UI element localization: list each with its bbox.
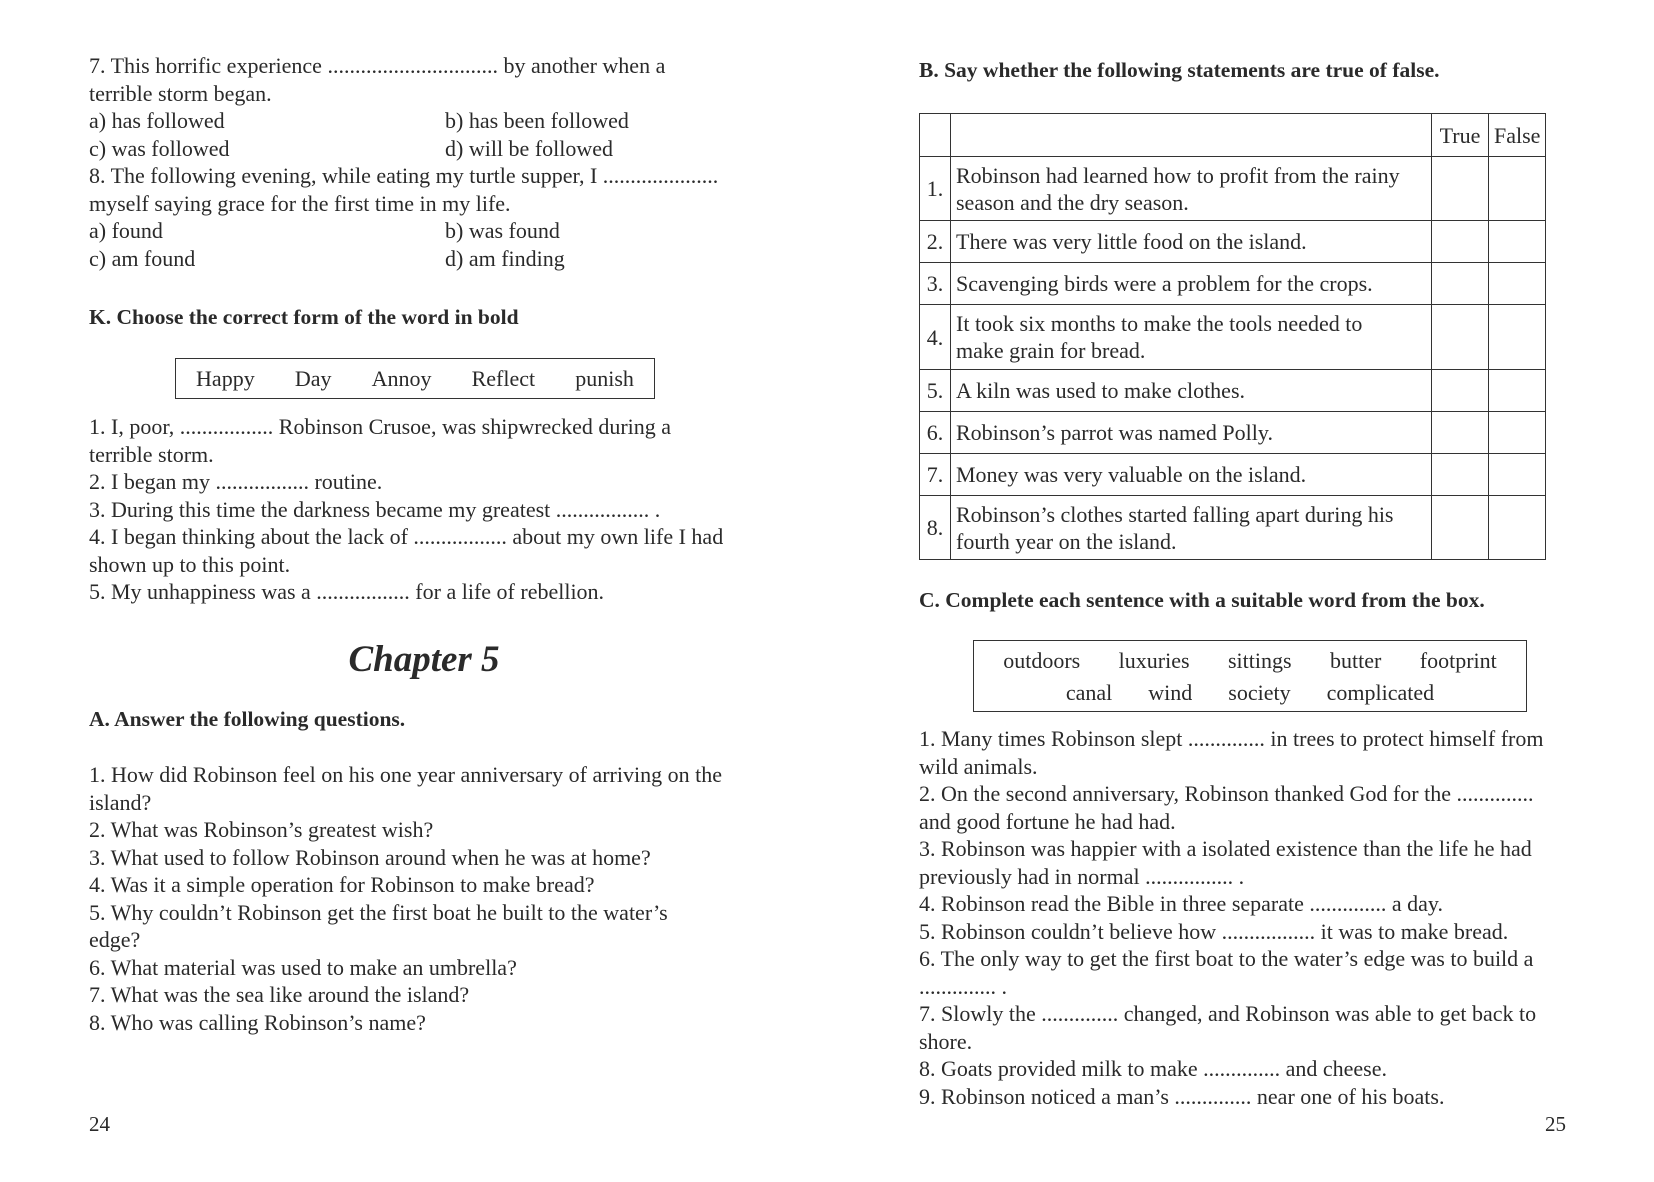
question-line: 5. Why couldn’t Robinson get the first boat he built to the water’s (89, 899, 668, 925)
header-true: True (1432, 114, 1489, 157)
sentence-line: and good fortune he had had. (919, 808, 1176, 834)
table-row (920, 496, 1546, 560)
question-line: edge? (89, 927, 141, 952)
statement-line: It took six months to make the tools needed to (956, 311, 1363, 336)
question-line: 7. This horrific experience ............................... by another when a (89, 53, 666, 78)
option-c: c) am found (89, 245, 196, 271)
row-number: 1. (920, 157, 951, 221)
false-cell[interactable] (1489, 305, 1546, 370)
question-line: 1. How did Robinson feel on his one year anniversary of arriving on the (89, 762, 722, 787)
statement-line: make grain for bread. (956, 338, 1146, 363)
sentence-line: 1. Many times Robinson slept .............. in trees to protect himself from (919, 726, 1544, 751)
row-number: 7. (920, 454, 951, 496)
table-row (920, 221, 1546, 263)
sentence-line: 9. Robinson noticed a man’s .............. near one of his boats. (919, 1083, 1445, 1109)
sentence-line: 2. On the second anniversary, Robinson thanked God for the .............. (919, 781, 1534, 806)
word-luxuries: luxuries (1118, 648, 1190, 673)
sentence-line: 3. During this time the darkness became my greatest ................. . (89, 496, 661, 522)
section-a-questions (89, 761, 722, 1036)
sentence-line: shore. (919, 1028, 973, 1054)
statement-line: Robinson’s clothes started falling apart during his (956, 501, 1394, 527)
question-line: terrible storm began. (89, 80, 272, 106)
question-line: 2. What was Robinson’s greatest wish? (89, 817, 434, 842)
statement-line: Robinson had learned how to profit from the rainy (956, 162, 1400, 188)
statement-line: season and the dry season. (956, 189, 1189, 215)
option-c: c) was followed (89, 135, 230, 161)
word-footprint: footprint (1419, 648, 1497, 673)
false-cell[interactable] (1489, 221, 1546, 263)
statement-line: Scavenging birds were a problem for the crops. (956, 271, 1373, 296)
row-number: 4. (920, 305, 951, 370)
question-line: 8. Who was calling Robinson’s name? (89, 1009, 426, 1035)
word-complicated: complicated (1326, 680, 1435, 705)
question-line: myself saying grace for the first time in my life. (89, 190, 511, 216)
word-canal: canal (1065, 680, 1113, 705)
table-header-row (920, 114, 1546, 157)
word-happy: Happy (196, 365, 255, 391)
sentence-line: 6. The only way to get the first boat to the water’s edge was to build a (919, 946, 1534, 971)
word-punish: punish (575, 365, 634, 391)
true-cell[interactable] (1432, 370, 1489, 412)
word-day: Day (294, 365, 332, 391)
header-blank-statement (951, 114, 1432, 157)
statement (951, 221, 1432, 263)
false-cell[interactable] (1489, 263, 1546, 305)
word-outdoors: outdoors (1003, 648, 1081, 673)
true-cell[interactable] (1432, 496, 1489, 560)
header-false: False (1489, 114, 1546, 157)
statement (951, 263, 1432, 305)
sentence-line: 2. I began my ................. routine. (89, 469, 383, 494)
section-k-sentences (89, 413, 723, 606)
sentence-line: 4. I began thinking about the lack of ................. about my own life I had (89, 524, 724, 549)
statement-line: fourth year on the island. (956, 528, 1177, 554)
false-cell[interactable] (1489, 412, 1546, 454)
section-c-sentences (919, 725, 1543, 1110)
sentence-line: 4. Robinson read the Bible in three separate .............. a day. (919, 891, 1443, 916)
question-line: 8. The following evening, while eating my turtle supper, I ..................... (89, 163, 719, 188)
page-number-right: 25 (1545, 1112, 1566, 1136)
question-line: 3. What used to follow Robinson around when he was at home? (89, 844, 651, 870)
word-box-k (175, 358, 655, 399)
word-society: society (1228, 680, 1291, 705)
word-reflect: Reflect (471, 365, 536, 391)
statement (951, 496, 1432, 560)
sentence-line: 5. Robinson couldn’t believe how ................. it was to make bread. (919, 918, 1509, 944)
word-sittings: sittings (1227, 648, 1292, 673)
chapter-title: Chapter 5 (348, 639, 500, 680)
question-line: 6. What material was used to make an umbrella? (89, 954, 517, 980)
option-a: a) has followed (89, 108, 225, 133)
word-butter: butter (1330, 648, 1382, 673)
word-box-c (973, 640, 1527, 712)
false-cell[interactable] (1489, 370, 1546, 412)
statement-line: A kiln was used to make clothes. (956, 378, 1246, 403)
question-7 (89, 52, 718, 272)
true-cell[interactable] (1432, 412, 1489, 454)
sentence-line: previously had in normal ................ . (919, 863, 1245, 889)
statement (951, 305, 1432, 370)
right-page (827, 0, 1654, 1182)
question-line: 4. Was it a simple operation for Robinson to make bread? (89, 872, 595, 897)
table-row (920, 305, 1546, 370)
question-line: island? (89, 789, 152, 815)
sentence-line: 5. My unhappiness was a ................. for a life of rebellion. (89, 579, 605, 604)
false-cell[interactable] (1489, 454, 1546, 496)
word-wind: wind (1148, 680, 1193, 705)
sentence-line: 1. I, poor, ................. Robinson Crusoe, was shipwrecked during a (89, 414, 672, 439)
page-number-left: 24 (89, 1112, 110, 1136)
sentence-line: 8. Goats provided milk to make .............. and cheese. (919, 1056, 1388, 1081)
statement-line: Money was very valuable on the island. (956, 462, 1307, 487)
sentence-line: 3. Robinson was happier with a isolated existence than the life he had (919, 836, 1532, 861)
table-row (920, 157, 1546, 221)
sentence-line: .............. . (919, 973, 1007, 999)
section-k-heading: K. Choose the correct form of the word in bold (89, 305, 519, 329)
option-d: d) will be followed (445, 135, 614, 161)
option-b: b) has been followed (445, 108, 629, 133)
true-cell[interactable] (1432, 454, 1489, 496)
row-number: 2. (920, 221, 951, 263)
section-a-heading: A. Answer the following questions. (89, 707, 406, 731)
option-b: b) was found (445, 218, 560, 243)
section-b-heading: B. Say whether the following statements are true of false. (919, 58, 1440, 82)
statement (951, 454, 1432, 496)
row-number: 3. (920, 263, 951, 305)
table-row (920, 263, 1546, 305)
sentence-line: terrible storm. (89, 441, 214, 467)
section-c-heading: C. Complete each sentence with a suitable word from the box. (919, 588, 1485, 612)
true-false-table (919, 113, 1546, 560)
false-cell[interactable] (1489, 157, 1546, 221)
sentence-line: wild animals. (919, 753, 1038, 779)
true-cell[interactable] (1432, 263, 1489, 305)
statement (951, 157, 1432, 221)
true-cell[interactable] (1432, 305, 1489, 370)
header-blank-num (920, 114, 951, 157)
true-cell[interactable] (1432, 221, 1489, 263)
table-row (920, 412, 1546, 454)
statement-line: Robinson’s parrot was named Polly. (956, 420, 1273, 445)
row-number: 8. (920, 496, 951, 560)
question-line: 7. What was the sea like around the island? (89, 982, 470, 1007)
statement (951, 412, 1432, 454)
row-number: 6. (920, 412, 951, 454)
statement (951, 370, 1432, 412)
true-cell[interactable] (1432, 157, 1489, 221)
word-annoy: Annoy (371, 365, 432, 391)
option-a: a) found (89, 218, 163, 243)
table-row (920, 454, 1546, 496)
option-d: d) am finding (445, 245, 565, 271)
statement-line: There was very little food on the island. (956, 229, 1307, 254)
sentence-line: 7. Slowly the .............. changed, and Robinson was able to get back to (919, 1001, 1537, 1026)
sentence-line: shown up to this point. (89, 551, 291, 577)
table-row (920, 370, 1546, 412)
false-cell[interactable] (1489, 496, 1546, 560)
row-number: 5. (920, 370, 951, 412)
